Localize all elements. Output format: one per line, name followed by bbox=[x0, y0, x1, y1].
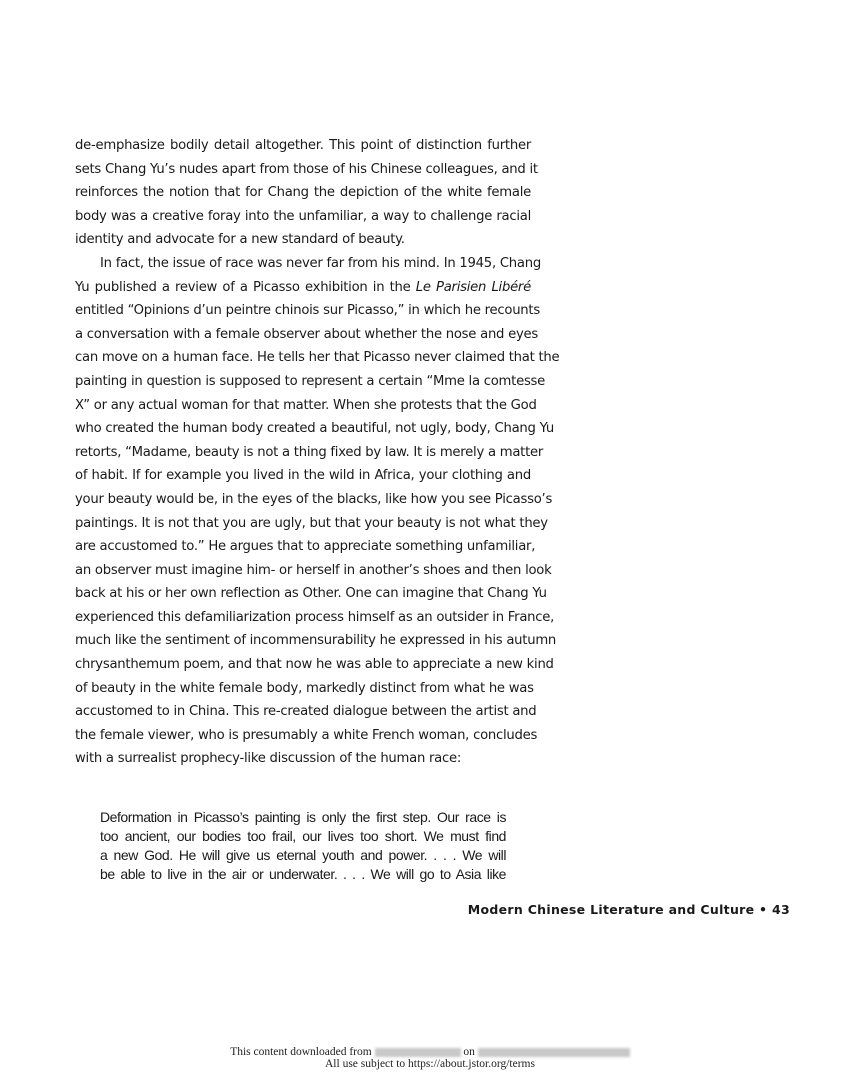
text-line: body was a creative foray into the unfamiliar, a way to challenge racial bbox=[75, 208, 531, 224]
text-line: paintings. It is not that you are ugly, but that your beauty is not what they bbox=[75, 515, 548, 531]
terms-line: All use subject to https://about.jstor.org/terms bbox=[325, 1058, 535, 1070]
redacted-date bbox=[478, 1048, 630, 1057]
text-line: identity and advocate for a new standard of beauty. bbox=[75, 232, 405, 248]
text-line: the female viewer, who is presumably a white French woman, concludes bbox=[75, 727, 538, 743]
text-line: back at his or her own reflection as Other. One can imagine that Chang Yu bbox=[75, 586, 547, 602]
text-line: an observer must imagine him- or herself in another’s shoes and then look bbox=[75, 562, 552, 578]
text-line: can move on a human face. He tells her that Picasso never claimed that the bbox=[75, 350, 560, 366]
text-line: In fact, the issue of race was never far from his mind. In 1945, Chang bbox=[100, 255, 541, 271]
block-quote bbox=[100, 808, 506, 884]
quote-line: too ancient, our bodies too frail, our lives too short. We must find bbox=[100, 828, 506, 844]
text-line: of habit. If for example you lived in the wild in Africa, your clothing and bbox=[75, 468, 531, 484]
text-line: reinforces the notion that for Chang the depiction of the white female bbox=[75, 185, 531, 201]
text-line: a conversation with a female observer about whether the nose and eyes bbox=[75, 326, 539, 342]
text-line: experienced this defamiliarization process himself as an outsider in France, bbox=[75, 609, 555, 625]
text-line: who created the human body created a beautiful, not ugly, body, Chang Yu bbox=[75, 421, 555, 437]
text-line: painting in question is supposed to represent a certain “Mme la comtesse bbox=[75, 373, 546, 389]
redacted-ip bbox=[375, 1048, 461, 1057]
text-line: entitled “Opinions d’un peintre chinois sur Picasso,” in which he recounts bbox=[75, 303, 540, 319]
text-span: Yu published a review of a Picasso exhibition in the bbox=[75, 279, 416, 295]
text-line: sets Chang Yu’s nudes apart from those of his Chinese colleagues, and it bbox=[75, 161, 538, 177]
text-line: retorts, “Madame, beauty is not a thing fixed by law. It is merely a matter bbox=[75, 444, 544, 460]
quote-line: a new God. He will give us eternal youth and power. . . . We will bbox=[100, 847, 506, 863]
page-number: 43 bbox=[772, 902, 790, 917]
text-line: chrysanthemum poem, and that now he was able to appreciate a new kind bbox=[75, 657, 554, 673]
body-text bbox=[75, 134, 560, 771]
journal-title: Modern Chinese Literature and Culture bbox=[467, 902, 755, 917]
text-line: of beauty in the white female body, markedly distinct from what he was bbox=[75, 680, 534, 696]
download-prefix: This content downloaded from bbox=[230, 1046, 372, 1058]
quote-line: Deformation in Picasso’s painting is only the first step. Our race is bbox=[100, 809, 506, 825]
jstor-notice bbox=[0, 1046, 860, 1070]
newspaper-title: Le Parisien Libéré bbox=[415, 279, 531, 295]
text-line: accustomed to in China. This re-created dialogue between the artist and bbox=[75, 704, 537, 720]
text-line: are accustomed to.” He argues that to appreciate something unfamiliar, bbox=[75, 539, 536, 555]
download-on: on bbox=[463, 1046, 475, 1058]
paragraph-2 bbox=[75, 252, 560, 771]
text-line: your beauty would be, in the eyes of the blacks, like how you see Picasso’s bbox=[75, 491, 553, 507]
text-line: de-emphasize bodily detail altogether. This point of distinction further bbox=[75, 138, 531, 153]
text-line bbox=[75, 276, 531, 300]
download-line bbox=[0, 1046, 860, 1058]
text-line: with a surrealist prophecy-like discussion of the human race: bbox=[75, 751, 462, 767]
text-line: X” or any actual woman for that matter. When she protests that the God bbox=[75, 397, 537, 413]
paragraph-1 bbox=[75, 134, 538, 252]
separator-bullet: • bbox=[759, 902, 768, 917]
running-footer bbox=[468, 902, 790, 917]
text-line: much like the sentiment of incommensurability he expressed in his autumn bbox=[75, 633, 557, 649]
quote-line: be able to live in the air or underwater. . . . We will go to Asia like bbox=[100, 866, 506, 882]
